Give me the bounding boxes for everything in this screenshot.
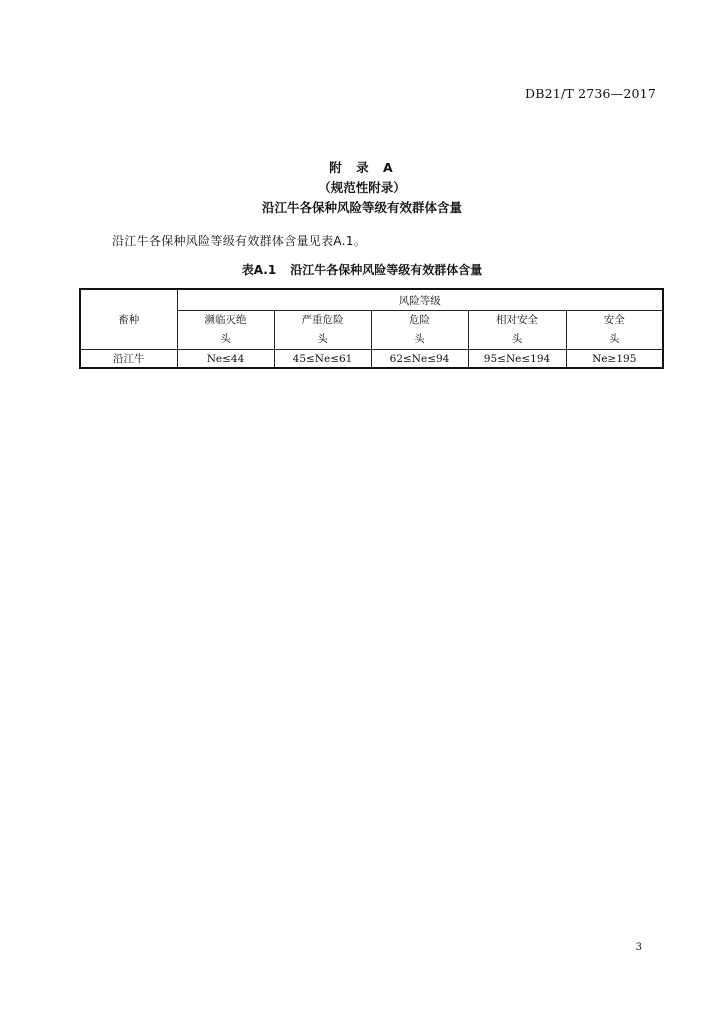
level-name: 相对安全	[496, 314, 538, 326]
level-unit: 头	[220, 333, 231, 345]
level-name: 危险	[409, 314, 430, 326]
level-unit: 头	[511, 333, 523, 345]
level-header-endangered	[371, 311, 468, 350]
level-unit: 头	[414, 333, 425, 345]
table-row	[80, 350, 663, 369]
level-unit: 头	[609, 333, 620, 345]
level-unit: 头	[317, 333, 328, 345]
value-cell-severe: 45≤Ne≤61	[274, 350, 371, 369]
standard-code: DB21/T 2736—2017	[525, 86, 656, 101]
value-cell-critical: Ne≤44	[177, 350, 274, 369]
level-header-relatively-safe	[468, 311, 566, 350]
breed-column-header: 畜种	[80, 289, 177, 350]
table-caption	[0, 261, 724, 278]
level-name: 严重危险	[301, 314, 344, 326]
page-number: 3	[635, 942, 642, 953]
appendix-subtitle: （规范性附录）	[318, 180, 406, 195]
intro-paragraph: 沿江牛各保种风险等级有效群体含量见表A.1。	[112, 234, 367, 248]
level-name: 安全	[603, 314, 625, 326]
risk-level-header: 风险等级	[177, 289, 663, 311]
table-caption-title: 沿江牛各保种风险等级有效群体含量	[290, 263, 483, 277]
risk-level-table	[79, 288, 664, 369]
table-caption-number: 表A.1	[241, 263, 277, 277]
value-cell-safe: Ne≥195	[566, 350, 663, 369]
value-cell-endangered: 62≤Ne≤94	[371, 350, 468, 369]
table-header-row	[80, 289, 663, 311]
appendix-heading: 沿江牛各保种风险等级有效群体含量	[261, 200, 462, 215]
appendix-title: 附 录 A	[329, 160, 395, 175]
level-name: 濒临灭绝	[204, 314, 247, 326]
breed-cell: 沿江牛	[80, 350, 177, 369]
value-cell-relatively-safe: 95≤Ne≤194	[468, 350, 566, 369]
level-header-severe	[274, 311, 371, 350]
level-header-critical	[177, 311, 274, 350]
level-header-safe	[566, 311, 663, 350]
